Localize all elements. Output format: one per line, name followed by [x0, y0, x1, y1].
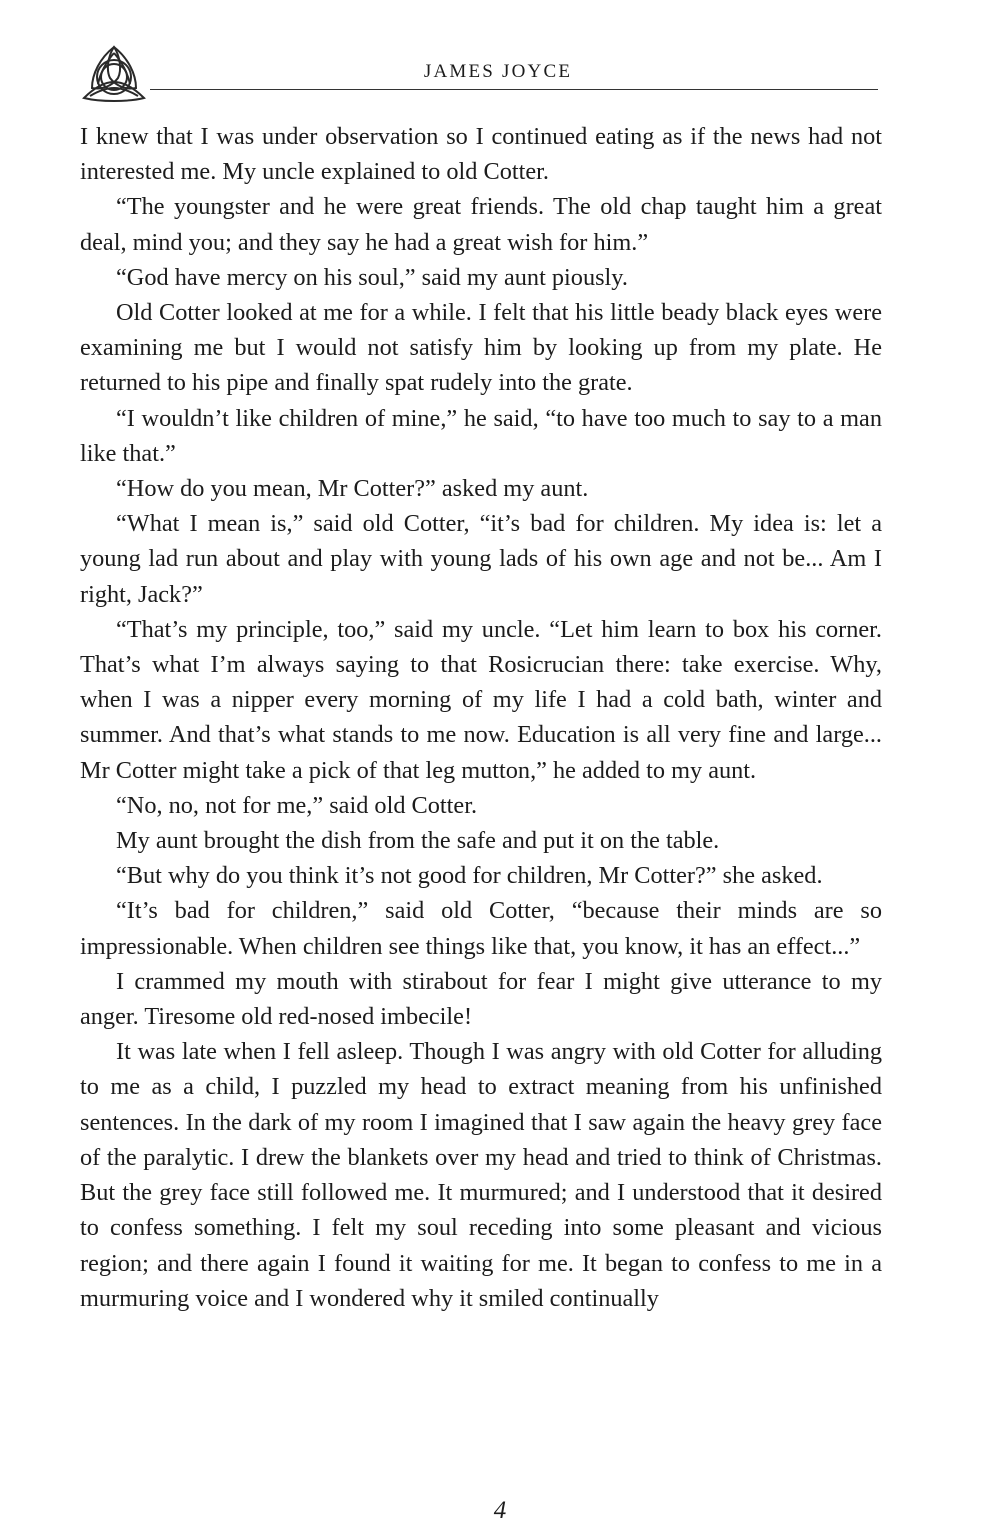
running-head: JAMES JOYCE: [423, 61, 573, 82]
paragraph: “How do you mean, Mr Cotter?” asked my aunt.: [116, 475, 589, 503]
paragraph: “That’s my principle, too,” said my uncle. “Let him learn to box his corner. That’s what I’m always saying to that Rosicrucian there: take exercise. Why, when I was a nipper every morning of my life I had a cold bath, winter and summer. And that’s what stands to me now. Education is all very fine and large... Mr Cotter might take a pick of that leg mutton,” he added to my aunt.: [80, 615, 882, 784]
paragraph: My aunt brought the dish from the safe and put it on the table.: [116, 827, 720, 855]
header-rule: [150, 89, 878, 90]
paragraph: “God have mercy on his soul,” said my aunt piously.: [116, 263, 628, 291]
paragraph: “The youngster and he were great friends. The old chap taught him a great deal, mind you; and they say he had a great wish for him.”: [80, 193, 882, 256]
paragraph: I knew that I was under observation so I continued eating as if the news had not interested me. My uncle explained to old Cotter.: [80, 123, 882, 186]
paragraph: It was late when I fell asleep. Though I was angry with old Cotter for alluding to me as a child, I puzzled my head to extract meaning from his unfinished sentences. In the dark of my room I imagined that I saw again the heavy grey face of the paralytic. I drew the blankets over my head and tried to think of Christmas. But the grey face still followed me. It murmured; and I understood that it desired to confess something. I felt my soul receding into some pleasant and vicious region; and there again I found it waiting for me. It began to confess to me in a murmuring voice and I wondered why it smiled continually: [80, 1038, 882, 1312]
paragraph: Old Cotter looked at me for a while. I felt that his little beady black eyes were examining me but I would not satisfy him by looking up from my plate. He returned to his pipe and finally spat rudely into the grate.: [80, 299, 882, 397]
paragraph: “But why do you think it’s not good for children, Mr Cotter?” she asked.: [116, 862, 823, 890]
paragraph: “What I mean is,” said old Cotter, “it’s bad for children. My idea is: let a young lad run about and play with young lads of his own age and not be... Am I right, Jack?”: [80, 510, 882, 608]
paragraph: “It’s bad for children,” said old Cotter, “because their minds are so impressionable. When children see things like that, you know, it has an effect...”: [80, 897, 882, 960]
page-header: [78, 40, 878, 102]
paragraph: “No, no, not for me,” said old Cotter.: [116, 791, 478, 819]
body-text: [80, 119, 882, 1316]
paragraph: I crammed my mouth with stirabout for fear I might give utterance to my anger. Tiresome old red-nosed imbecile!: [80, 967, 882, 1031]
page-number: 4: [493, 1497, 507, 1524]
paragraph: “I wouldn’t like children of mine,” he said, “to have too much to say to a man like that.”: [80, 404, 882, 467]
